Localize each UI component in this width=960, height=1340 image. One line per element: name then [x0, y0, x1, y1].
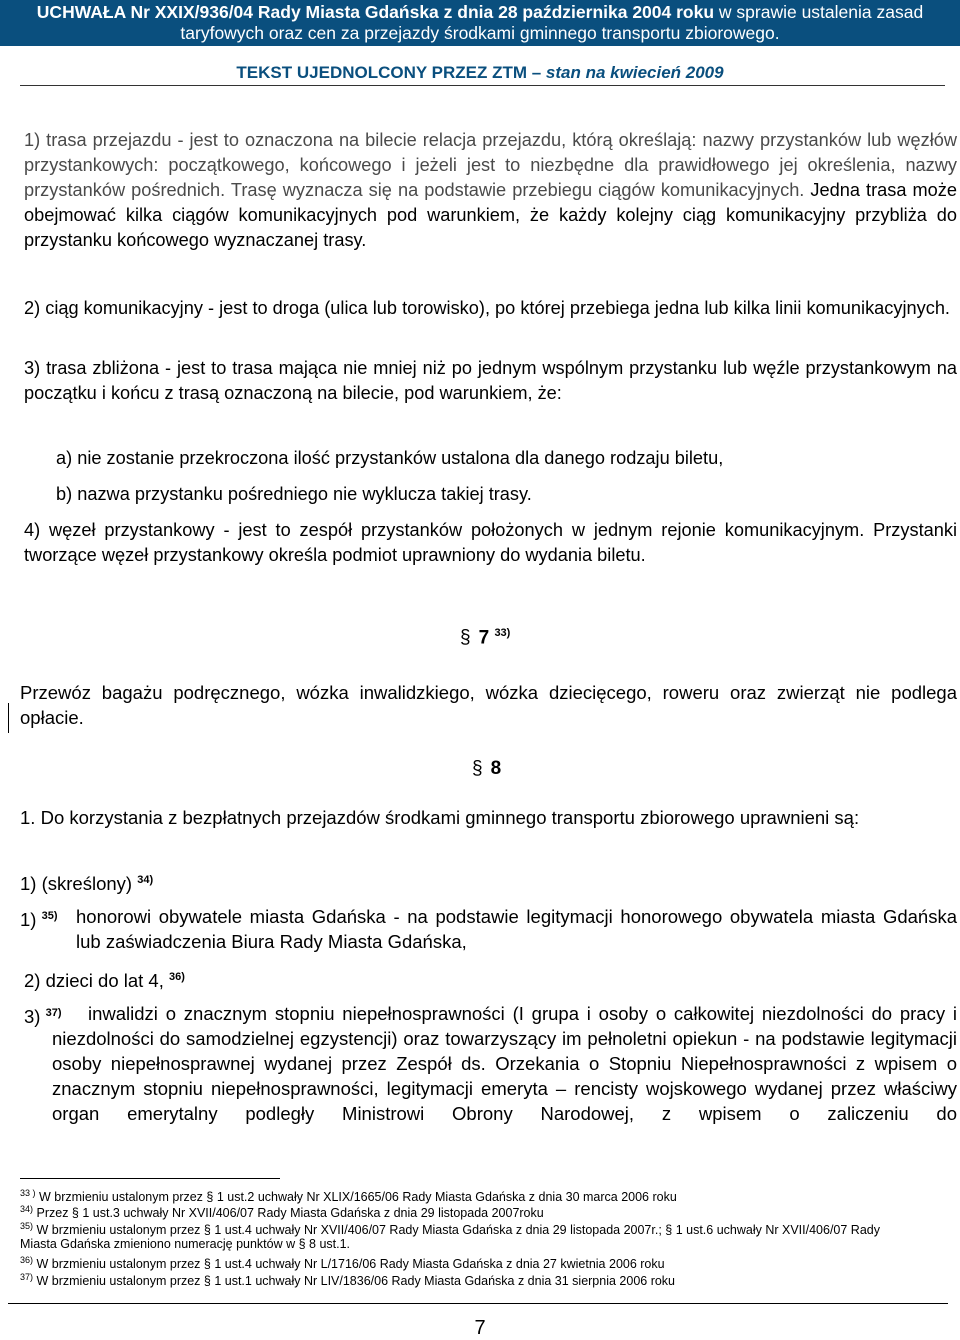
document-header: [0, 0, 960, 46]
definition-1: [24, 128, 957, 253]
definition-4-number: 4): [24, 520, 41, 540]
footnote-34: [20, 1202, 544, 1220]
footer-divider: [8, 1303, 948, 1304]
footnote-mark: 33 ): [20, 1188, 36, 1198]
definition-4-text: węzeł przystankowy - jest to zespół przystanków położonych w jednym rejonie komunikacyjnym. Przystanki tworzące węzeł przystankowy określa podmiot uprawniony do wydania biletu.: [24, 520, 957, 565]
subtitle-dash: –: [527, 63, 546, 82]
subtitle-date: stan na kwiecień 2009: [545, 63, 724, 82]
item-number: 1): [20, 909, 37, 931]
footnote-text: Przez § 1 ust.3 uchwały Nr XVII/406/07 Rady Miasta Gdańska z dnia 29 listopada 2007roku: [33, 1206, 544, 1221]
definition-1-text-gray: trasa przejazdu - jest to oznaczona na bilecie relacja przejazdu, którą określają: nazwy przystanków lub węzłów przystankowych: początkowego, końcowego i jeżeli jest to niezbędne dla prawidłowego jej określenia, nazwy przystanków pośrednich. Trasę wyznacza się na podstawie przebiegu ciągów komunikacyjnych.: [24, 130, 957, 200]
footnote-mark: 36): [20, 1255, 34, 1265]
header-title-line: [0, 0, 960, 23]
sub-a-number: a): [56, 448, 73, 468]
footnote-text: W brzmieniu ustalonym przez § 1 ust.2 uchwały Nr XLIX/1665/06 Rady Miasta Gdańska z dnia 30 marca 2006 roku: [35, 1190, 677, 1205]
definition-1-number: 1): [24, 130, 41, 150]
section-7-footnote-ref: 33): [494, 627, 511, 639]
footnote-mark: 37): [20, 1272, 34, 1282]
consolidated-text-subtitle: [0, 63, 960, 83]
section-8-heading: [472, 758, 501, 780]
item-text: honorowi obywatele miasta Gdańska - na podstawie legitymacji honorowego obywatela miasta Gdańska lub zaświadczenia Biura Rady Miasta Gdańska,: [76, 906, 957, 952]
footnote-36: [20, 1253, 665, 1271]
footnote-37: [20, 1270, 675, 1288]
item-number: 1): [20, 873, 37, 895]
footnote-text: W brzmieniu ustalonym przez § 1 ust.1 uchwały Nr LIV/1836/06 Rady Miasta Gdańska z dnia 31 sierpnia 2006 roku: [33, 1274, 676, 1289]
section-8-item-3: [24, 965, 524, 993]
footnote-mark: 35): [20, 1221, 34, 1231]
section-8-item-1-deleted: [20, 868, 520, 896]
definition-4: [24, 518, 957, 568]
definition-3-text: trasa zbliżona - jest to trasa mająca nie mniej niż po jednym wspólnym przystanku lub węźle przystankowym na początku i końcu z trasą oznaczoną na bilecie, pod warunkiem, że:: [24, 358, 958, 403]
item-text: dzieci do lat 4,: [45, 970, 164, 992]
change-margin-bar: [8, 703, 9, 733]
footnote-ref: 35): [41, 910, 58, 922]
footnote-text: W brzmieniu ustalonym przez § 1 ust.4 uchwały Nr XVII/406/07 Rady Miasta Gdańska z dnia 29 listopada 2007r.; § 1 ust.6 uchwały Nr XVII/406/07 Rady Miasta Gdańska zmieniono numerację punktów w § 8 ust.1.: [20, 1223, 880, 1252]
section-8-item-4: [52, 1001, 957, 1126]
section-7-number: 7: [478, 627, 490, 649]
footnote-mark: 34): [20, 1204, 34, 1214]
paragraph-symbol: §: [460, 627, 471, 649]
definition-2-text: ciąg komunikacyjny - jest to droga (ulica lub torowisko), po której przebiega jedna lub kilka linii komunikacyjnych.: [45, 298, 950, 318]
item-text: (skreślony): [41, 873, 133, 895]
header-subject-line: taryfowych oraz cen za przejazdy środkami gminnego transportu zbiorowego.: [180, 23, 780, 43]
sub-b-number: b): [56, 484, 73, 504]
page-number: 7: [474, 1317, 486, 1339]
footnote-divider: [20, 1178, 280, 1179]
section-7-text: Przewóz bagażu podręcznego, wózka inwalidzkiego, wózka dziecięcego, roweru oraz zwierząt nie podlega opłacie.: [20, 682, 957, 728]
definition-3-sub-b: [56, 482, 936, 507]
definition-2: [24, 296, 957, 321]
section-8-item-2-marker: [20, 904, 60, 932]
definition-3-sub-a: [56, 446, 936, 471]
section-8-intro-text: Do korzystania z bezpłatnych przejazdów środkami gminnego transportu zbiorowego uprawnieni są:: [40, 807, 860, 828]
section-8-ust-number: 1.: [20, 807, 36, 828]
section-8-intro: [20, 805, 957, 830]
section-8-number: 8: [490, 758, 502, 779]
header-divider: [20, 85, 945, 86]
footnote-text: W brzmieniu ustalonym przez § 1 ust.4 uchwały Nr L/1716/06 Rady Miasta Gdańska z dnia 27 kwietnia 2006 roku: [33, 1257, 665, 1272]
item-number: 3): [24, 1006, 41, 1028]
footnote-35: [20, 1219, 920, 1251]
footnote-ref: 37): [45, 1007, 62, 1019]
section-8-item-2: [76, 904, 957, 954]
definition-3-number: 3): [24, 358, 41, 378]
header-subject-start: w sprawie ustalenia zasad: [714, 2, 924, 22]
sub-b-text: nazwa przystanku pośredniego nie wyklucza takiej trasy.: [77, 484, 532, 504]
footnote-ref: 34): [137, 874, 154, 886]
sub-a-text: nie zostanie przekroczona ilość przystanków ustalona dla danego rodzaju biletu,: [77, 448, 724, 468]
footnote-ref: 36): [169, 971, 185, 983]
definition-2-number: 2): [24, 298, 41, 318]
item-number: 2): [24, 970, 41, 992]
section-7-heading: [460, 627, 510, 649]
subtitle-main: TEKST UJEDNOLCONY PRZEZ ZTM: [236, 63, 528, 82]
header-resolution-title: UCHWAŁA Nr XXIX/936/04 Rady Miasta Gdańska z dnia 28 października 2004 roku: [36, 2, 715, 22]
definition-3: [24, 356, 957, 406]
definition-1-text: Jedna trasa może obejmować kilka ciągów komunikacyjnych pod warunkiem, że każdy kolejny ciąg komunikacyjny przybliża do przystanku końcowego wyznaczanej trasy.: [24, 180, 957, 250]
paragraph-symbol: §: [472, 758, 483, 779]
item-text: inwalidzi o znacznym stopniu niepełnosprawności (I grupa i osoby o całkowitej niezdolności do pracy i niezdolności do samodzielnej egzystencji) oraz towarzyszący im pełnoletni opiekun - na podstawie legitymacji osoby niepełnosprawnej wydanej przez Zespół ds. Orzekania o Stopniu Niepełnosprawności z wpisem o znacznym stopniu niepełnosprawności, legitymacji emeryta – rencisty wojskowego wydanej przez właściwy organ emerytalny podległy Ministrowi Obrony Narodowej, z wpisem o zaliczeniu do: [52, 1003, 957, 1124]
